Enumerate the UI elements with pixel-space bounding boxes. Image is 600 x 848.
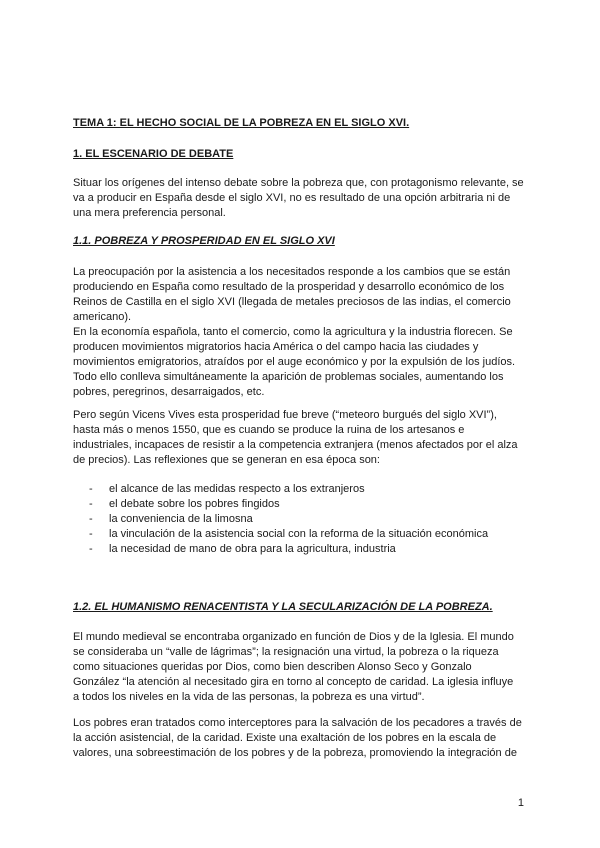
list-item: - el debate sobre los pobres fingidos bbox=[89, 497, 529, 512]
text-line: Todo ello conlleva simultáneamente la aparición de problemas sociales, aumentando los bbox=[73, 371, 504, 383]
section-1-paragraph bbox=[73, 176, 528, 221]
text-line: una mera preferencia personal. bbox=[73, 207, 226, 219]
text-line: Situar los orígenes del intenso debate sobre la pobreza que, con protagonismo relevante, se bbox=[73, 177, 524, 189]
section-1-heading: 1. EL ESCENARIO DE DEBATE bbox=[73, 148, 234, 160]
reflections-list bbox=[89, 482, 529, 557]
text-line: produciendo en España como resultado de la prosperidad y desarrollo económico de los bbox=[73, 281, 505, 293]
text-line: Los pobres eran tratados como interceptores para la salvación de los pecadores a través de bbox=[73, 717, 522, 729]
text-line: movimientos emigratorios, atraídos por el auge económico y por la expulsión de los judíos. bbox=[73, 356, 516, 368]
text-line: de precios). Las reflexiones que se generan en esa época son: bbox=[73, 454, 380, 466]
page-number: 1 bbox=[517, 797, 524, 809]
text-line: Pero según Vicens Vives esta prosperidad fue breve (“meteoro burgués del siglo XVI”), bbox=[73, 409, 497, 421]
section-1-1-heading: 1.1. POBREZA Y PROSPERIDAD EN EL SIGLO XVI bbox=[73, 235, 335, 247]
text-line: La preocupación por la asistencia a los necesitados responde a los cambios que se están bbox=[73, 266, 511, 278]
document-title: TEMA 1: EL HECHO SOCIAL DE LA POBREZA EN EL SIGLO XVI. bbox=[73, 117, 410, 129]
text-line: El mundo medieval se encontraba organizado en función de Dios y de la Iglesia. El mundo bbox=[73, 631, 514, 643]
text-line: va a producir en España desde el siglo XVI, no es resultado de una opción arbitraria ni de bbox=[73, 192, 511, 204]
text-line: valores, una sobreestimación de los pobres y de la pobreza, promoviendo la integración de bbox=[73, 747, 517, 759]
list-item: - la conveniencia de la limosna bbox=[89, 512, 529, 527]
section-1-1-paragraph-2 bbox=[73, 408, 528, 468]
section-1-1-paragraph-1 bbox=[73, 265, 528, 400]
text-line: En la economía española, tanto el comercio, como la agricultura y la industria florecen. Se bbox=[73, 326, 513, 338]
text-line: Reinos de Castilla en el siglo XVI (llegada de metales preciosos de las indias, el comercio bbox=[73, 296, 511, 308]
section-1-2-paragraph-1 bbox=[73, 630, 528, 705]
text-line: americano). bbox=[73, 311, 132, 323]
text-line: se consideraba un “valle de lágrimas”; la resignación una virtud, la pobreza o la riqueza bbox=[73, 646, 499, 658]
text-line: hasta más o menos 1550, que es cuando se produce la ruina de los artesanos e bbox=[73, 424, 465, 436]
text-line: industriales, incapaces de resistir a la competencia extranjera (menos afectados por el alza bbox=[73, 439, 518, 451]
text-line: la acción asistencial, de la caridad. Existe una exaltación de los pobres en la escala de bbox=[73, 732, 497, 744]
list-item: - el alcance de las medidas respecto a los extranjeros bbox=[89, 482, 529, 497]
list-item: - la necesidad de mano de obra para la agricultura, industria bbox=[89, 542, 529, 557]
section-1-2-heading: 1.2. EL HUMANISMO RENACENTISTA Y LA SECULARIZACIÓN DE LA POBREZA. bbox=[73, 601, 493, 613]
text-line: pobres, peregrinos, desarraigados, etc. bbox=[73, 386, 265, 398]
text-line: a todos los niveles en la vida de las personas, la pobreza es una virtud”. bbox=[73, 691, 425, 703]
text-line: producen movimientos migratorios hacia América o del campo hacia las ciudades y bbox=[73, 341, 479, 353]
list-item: - la vinculación de la asistencia social con la reforma de la situación económica bbox=[89, 527, 529, 542]
text-line: González “la atención al necesitado gira en torno al concepto de caridad. La iglesia influye bbox=[73, 676, 514, 688]
text-line: como situaciones queridas por Dios, como bien describen Alonso Seco y Gonzalo bbox=[73, 661, 472, 673]
section-1-2-paragraph-2 bbox=[73, 716, 528, 761]
